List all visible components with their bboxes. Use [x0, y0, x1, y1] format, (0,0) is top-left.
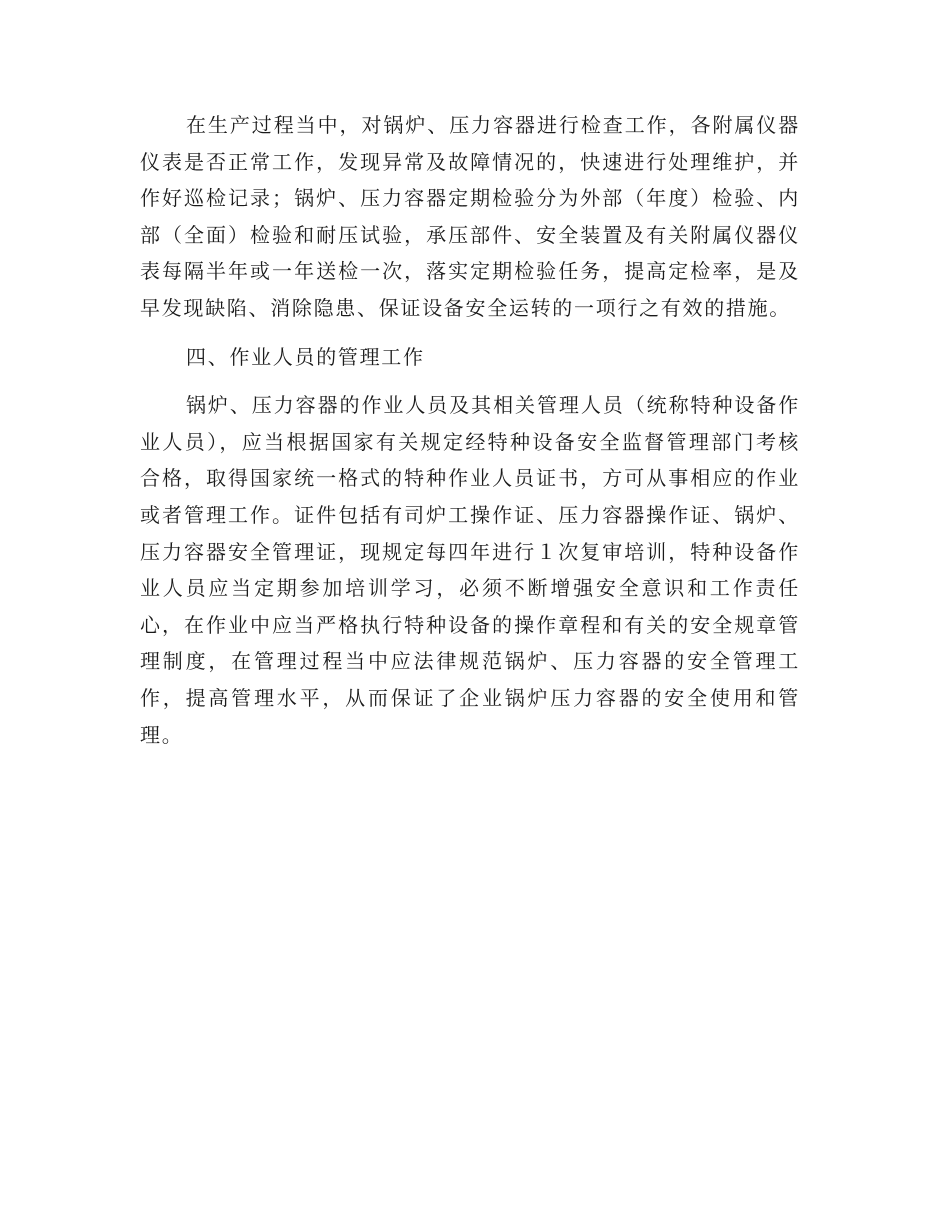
document-body: [140, 107, 800, 753]
paragraph-gap: [140, 375, 800, 387]
paragraph-personnel: 锅炉、压力容器的作业人员及其相关管理人员（统称特种设备作业人员），应当根据国家有关规定经特种设备安全监督管理部门考核合格，取得国家统一格式的特种作业人员证书，方可从事相应的作业或者管理工作。证件包括有司炉工操作证、压力容器操作证、锅炉、压力容器安全管理证，现规定每四年进行１次复审培训，特种设备作业人员应当定期参加培训学习，必须不断增强安全意识和工作责任心，在作业中应当严格执行特种设备的操作章程和有关的安全规章管理制度，在管理过程当中应法律规范锅炉、压力容器的安全管理工作，提高管理水平，从而保证了企业锅炉压力容器的安全使用和管理。: [140, 393, 800, 747]
section-heading: 四、作业人员的管理工作: [186, 344, 425, 369]
paragraph-gap: [140, 327, 800, 339]
paragraph-inspection: 在生产过程当中，对锅炉、压力容器进行检查工作，各附属仪器仪表是否正常工作，发现异常及故障情况的，快速进行处理维护，并作好巡检记录；锅炉、压力容器定期检验分为外部（年度）检验、内部（全面）检验和耐压试验，承压部件、安全装置及有关附属仪器仪表每隔半年或一年送检一次，落实定期检验任务，提高定检率，是及早发现缺陷、消除隐患、保证设备安全运转的一项行之有效的措施。: [140, 113, 800, 320]
